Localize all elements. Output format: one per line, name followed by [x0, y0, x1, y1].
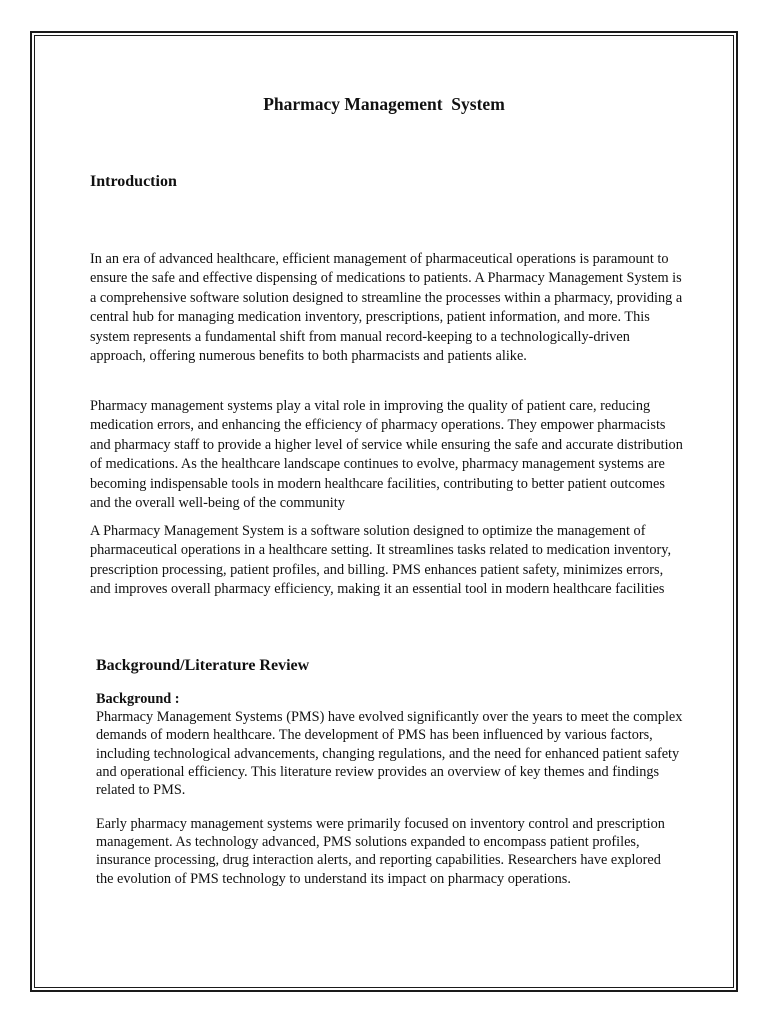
background-section	[96, 690, 686, 799]
intro-paragraph-2: Pharmacy management systems play a vital role in improving the quality of patient care, reducing medication errors, and enhancing the efficiency of pharmacy operations. They empower pharmacists and pharmacy staff to provide a higher level of service while ensuring the safe and accurate distribution of medications. As the healthcare landscape continues to evolve, pharmacy management systems are becoming indispensable tools in modern healthcare facilities, contributing to better patient outcomes and the overall well-being of the community	[90, 398, 683, 512]
background-literature-heading: Background/Literature Review	[96, 657, 310, 674]
intro-paragraph-3: A Pharmacy Management System is a software solution designed to optimize the management of pharmaceutical operations in a healthcare setting. It streamlines tasks related to medication inventory, prescription processing, patient profiles, and billing. PMS enhances patient safety, minimizes errors, and improves overall pharmacy efficiency, making it an essential tool in modern healthcare facilities	[90, 523, 672, 598]
intro-paragraph-1: In an era of advanced healthcare, efficient management of pharmaceutical operations is paramount to ensure the safe and effective dispensing of medications to patients. A Pharmacy Management System is a comprehensive software solution designed to streamline the processes within a pharmacy, providing a central hub for managing medication inventory, prescriptions, patient information, and more. This system represents a fundamental shift from manual record-keeping to a technologically-driven approach, offering numerous benefits to both pharmacists and patients alike.	[90, 251, 683, 365]
background-paragraph-2: Early pharmacy management systems were primarily focused on inventory control and prescription management. As technology advanced, PMS solutions expanded to encompass patient profiles, insurance processing, drug interaction alerts, and reporting capabilities. Researchers have explored the evolution of PMS technology to understand its impact on pharmacy operations.	[96, 816, 665, 887]
background-paragraph-1: Pharmacy Management Systems (PMS) have evolved significantly over the years to meet the complex demands of modern healthcare. The development of PMS has been influenced by various factors, including technological advancements, changing regulations, and the need for enhanced patient safety and operational efficiency. This literature review provides an overview of key themes and findings related to PMS.	[96, 709, 683, 799]
introduction-heading: Introduction	[90, 173, 177, 190]
document-title: Pharmacy Management System	[263, 94, 505, 114]
background-subheading: Background :	[96, 691, 180, 707]
